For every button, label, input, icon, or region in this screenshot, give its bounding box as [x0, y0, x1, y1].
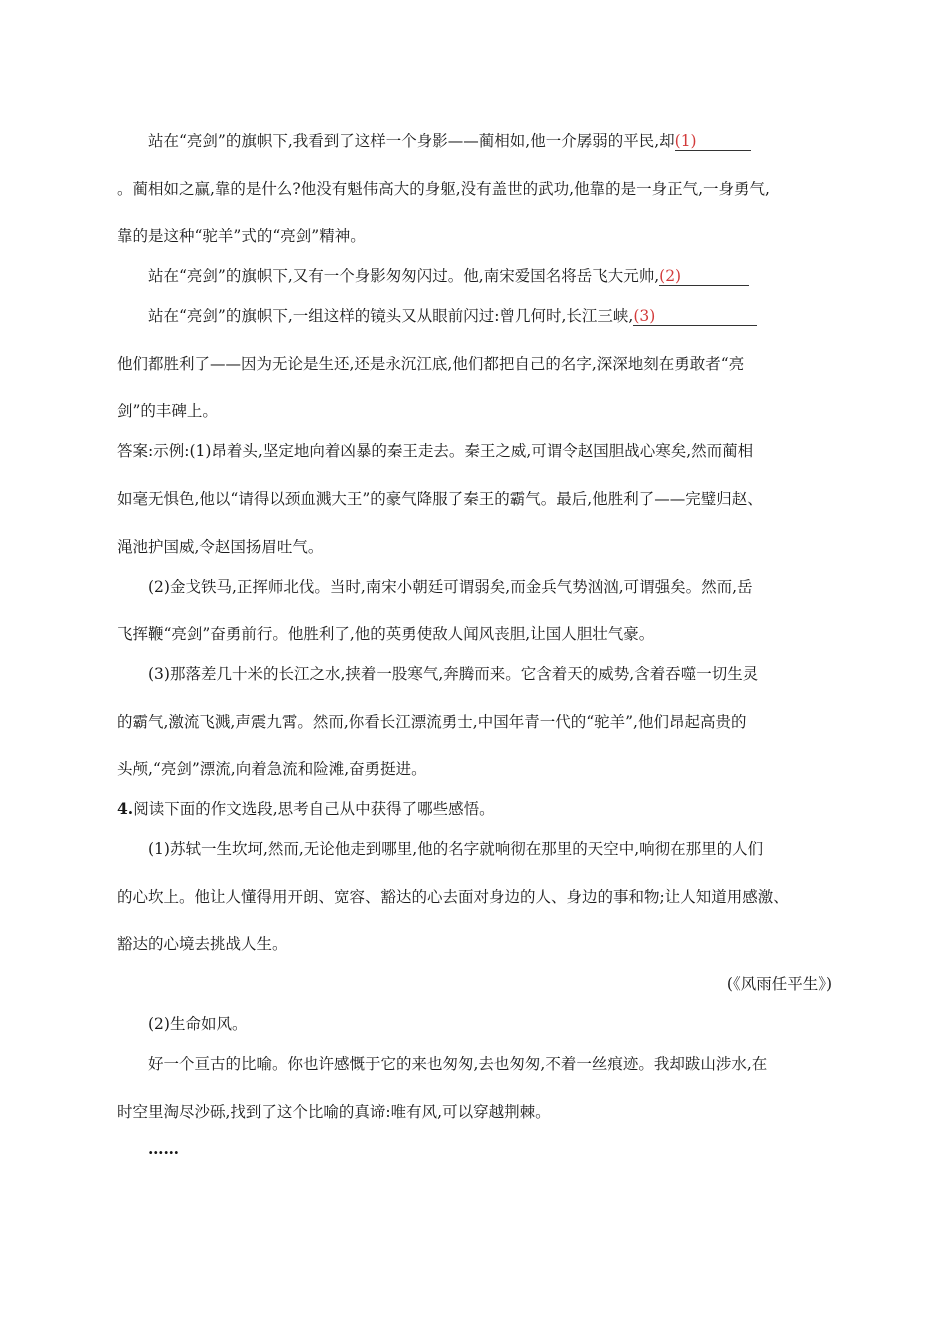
answer-line: 渑池护国威,令赵国扬眉吐气。 [117, 538, 324, 556]
passage-text: 站在“亮剑”的旗帜下,一组这样的镜头又从眼前闪过:曾几何时,长江三峡, [148, 307, 634, 325]
blank-label: (2) [659, 267, 682, 285]
answer-line: 的霸气,激流飞溅,声震九霄。然而,你看长江漂流勇士,中国年青一代的“驼羊”,他们昂起高贵的 [117, 713, 747, 731]
answer-blank-1[interactable] [675, 131, 751, 151]
passage-line: 他们都胜利了——因为无论是生还,还是永沉江底,他们都把自己的名字,深深地刻在勇敢者“亮 [117, 355, 745, 373]
excerpt-line: 好一个亘古的比喻。你也许感慨于它的来也匆匆,去也匆匆,不着一丝痕迹。我却跋山涉水,在 [148, 1055, 768, 1073]
question-4-heading [117, 799, 495, 819]
ellipsis: …… [148, 1139, 179, 1158]
excerpt-source: (《风雨任平生》) [726, 975, 832, 993]
blank-label: (1) [674, 132, 697, 150]
passage-text: 站在“亮剑”的旗帜下,又有一个身影匆匆闪过。他,南宋爱国名将岳飞大元帅, [148, 267, 660, 285]
excerpt-line: 豁达的心境去挑战人生。 [117, 935, 288, 953]
excerpt-line: 时空里淘尽沙砾,找到了这个比喻的真谛:唯有风,可以穿越荆棘。 [117, 1103, 551, 1121]
excerpt-line: (1)苏轼一生坎坷,然而,无论他走到哪里,他的名字就响彻在那里的天空中,响彻在那里的人们 [148, 840, 764, 858]
answer-line: 答案:示例:(1)昂着头,坚定地向着凶暴的秦王走去。秦王之威,可谓令赵国胆战心寒矣,然而蔺相 [117, 442, 754, 460]
answer-line: 飞挥鞭“亮剑”奋勇前行。他胜利了,他的英勇使敌人闻风丧胆,让国人胆壮气豪。 [117, 625, 655, 643]
passage-line: 剑”的丰碑上。 [117, 402, 218, 420]
passage-line: 。蔺相如之赢,靠的是什么?他没有魁伟高大的身躯,没有盖世的武功,他靠的是一身正气,一身勇气, [117, 180, 770, 198]
passage-line: 靠的是这种“驼羊”式的“亮剑”精神。 [117, 227, 366, 245]
blank-label: (3) [633, 307, 656, 325]
answer-blank-2[interactable] [659, 266, 749, 286]
passage-line [148, 306, 757, 326]
answer-blank-3[interactable] [633, 306, 757, 326]
passage-text: 站在“亮剑”的旗帜下,我看到了这样一个身影——蔺相如,他一介孱弱的平民,却 [148, 132, 675, 150]
passage-line [148, 131, 751, 151]
excerpt-title: (2)生命如风。 [148, 1015, 248, 1033]
answer-line: (3)那落差几十米的长江之水,挟着一股寒气,奔腾而来。它含着天的威势,含着吞噬一切生灵 [148, 665, 759, 683]
excerpt-line: 的心坎上。他让人懂得用开朗、宽容、豁达的心去面对身边的人、身边的事和物;让人知道用感激、 [117, 888, 789, 906]
answer-line: 头颅,“亮剑”漂流,向着急流和险滩,奋勇挺进。 [117, 760, 427, 778]
answer-line: 如毫无惧色,他以“请得以颈血溅大王”的豪气降服了秦王的霸气。最后,他胜利了——完璧归赵、 [117, 490, 763, 508]
passage-line [148, 266, 749, 286]
question-prompt: 阅读下面的作文选段,思考自己从中获得了哪些感悟。 [133, 800, 495, 818]
question-number: 4. [117, 799, 134, 818]
answer-line: (2)金戈铁马,正挥师北伐。当时,南宋小朝廷可谓弱矣,而金兵气势汹汹,可谓强矣。然而,岳 [148, 578, 753, 596]
